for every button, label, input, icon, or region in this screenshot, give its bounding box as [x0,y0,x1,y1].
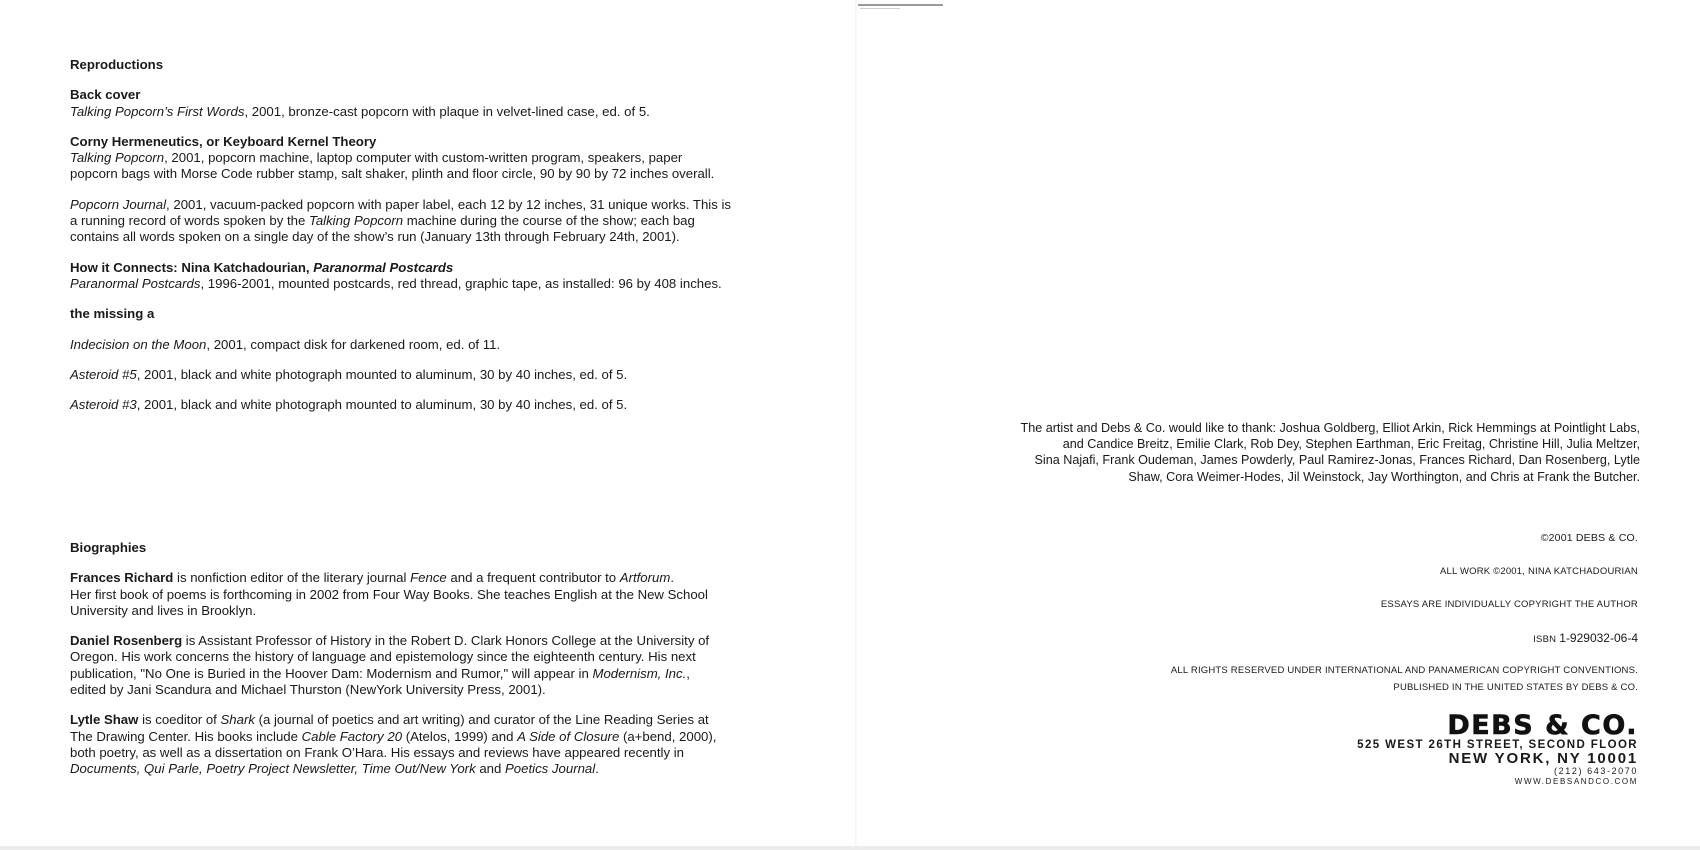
back-cover-heading: Back cover [70,87,141,103]
isbn-line [998,631,1638,645]
publisher-logo [1357,710,1638,787]
acknowledgments-line: The artist and Debs & Co. would like to thank: Joshua Goldberg, Elliot Arkin, Rick Hemmings at Pointlight Labs, [1020,421,1640,435]
bio-name: Frances Richard [70,570,174,586]
bio-italic: Artforum [619,570,671,586]
bio-text: is Assistant Professor of History in the Robert D. Clark Honors College at the University of [182,633,710,649]
isbn-label: ISBN [1533,634,1557,645]
work-details: , 1996-2001, mounted postcards, red thread, graphic tape, as installed: 96 by 408 inches. [200,275,722,291]
acknowledgments [930,420,1640,485]
bio-daniel-rosenberg [70,633,790,698]
work-details: , 2001, popcorn machine, laptop computer with custom-written program, speakers, paper [164,150,683,166]
work-details: , 2001, compact disk for darkened room, ed. of 11. [206,336,501,352]
bio-text: (Atelos, 1999) and [402,728,518,744]
bio-text: publication, "No One is Buried in the Hoover Dam: Modernism and Rumor," will appear in [70,665,593,681]
bio-text: is coeditor of [138,712,221,728]
back-cover-entry [70,104,805,120]
page-crease-shadow [860,8,900,9]
bio-text: and [475,761,506,777]
acknowledgments-line: Shaw, Cora Weimer-Hodes, Jil Weinstock, Jay Worthington, and Chris at Frank the Butcher. [1128,469,1640,484]
work-title: Popcorn Journal [70,196,167,212]
biographies-title: Biographies [70,540,147,555]
bio-text: Her first book of poems is forthcoming in 2002 from Four Way Books. She teaches English at the New School [70,586,708,602]
bio-italic: Poetics Journal [505,761,596,777]
bio-lytle-shaw [70,712,790,777]
bio-italic: Documents, Qui Parle, Poetry Project Newsletter, Time Out/New York [70,761,476,777]
popcorn-journal-entry [70,197,805,246]
essays-notice: ESSAYS ARE INDIVIDUALLY COPYRIGHT THE AUTHOR [1380,599,1638,610]
bio-italic: A Side of Closure [517,728,620,744]
rights-notice: ALL RIGHTS RESERVED UNDER INTERNATIONAL AND PANAMERICAN COPYRIGHT CONVENTIONS. [1170,665,1638,676]
work-details: , 2001, vacuum-packed popcorn with paper label, each 12 by 12 inches, 31 unique works. This is [166,196,732,212]
acknowledgments-line: Sina Najafi, Frank Oudeman, James Powderly, Paul Ramirez-Jonas, Frances Richard, Dan Rosenberg, Lytle [1034,453,1640,468]
work-title: Asteroid #5 [70,366,137,382]
bio-text: edited by Jani Scandura and Michael Thurston (NewYork University Press, 2001). [70,682,546,698]
bio-name: Lytle Shaw [70,712,139,728]
bio-text: University and lives in Brooklyn. [70,602,257,618]
work-title: Paranormal Postcards [70,275,201,291]
reproductions-title: Reproductions [70,57,164,72]
bio-text: . [670,570,675,586]
publisher-city: NEW YORK, NY 10001 [1448,750,1638,767]
paranormal-postcards-entry [70,276,805,292]
page-crease [858,4,943,6]
publisher-website: WWW.DEBSANDCO.COM [1514,777,1638,786]
bio-name: Daniel Rosenberg [70,633,183,649]
bio-text: , [686,665,690,681]
bio-text: . [595,761,599,777]
acknowledgments-line: and Candice Breitz, Emilie Clark, Rob Dey, Stephen Earthman, Eric Freitag, Christine Hill, Julia Meltzer, [1062,437,1640,452]
work-title: Talking Popcorn [70,150,165,166]
bio-italic: Fence [410,570,447,586]
bio-italic: Shark [220,712,255,728]
asteroid-3-entry [70,397,805,413]
work-details: popcorn bags with Morse Code rubber stamp, salt shaker, plinth and floor circle, 90 by 90 by 72 inches overall. [70,166,715,182]
bio-text: both poetry, as well as a dissertation on Frank O’Hara. His essays and reviews have appeared recently in [70,744,685,760]
work-title: Asteroid #3 [70,397,137,413]
bio-italic: Cable Factory 20 [301,728,403,744]
work-details: , 2001, bronze-cast popcorn with plaque in velvet-lined case, ed. of 5. [244,103,650,119]
missing-a-heading: the missing a [70,306,155,322]
work-title: Indecision on the Moon [70,336,207,352]
bio-frances-richard [70,570,790,619]
reproductions-section [70,57,805,413]
work-details: machine during the course of the show; each bag [403,213,695,229]
publisher-address: 525 WEST 26TH STREET, SECOND FLOOR [1357,739,1638,751]
bio-text: and a frequent contributor to [446,570,620,586]
indecision-entry [70,337,805,353]
asteroid-5-entry [70,367,805,383]
heading-italic: Paranormal Postcards [313,259,454,275]
work-title: Talking Popcorn’s First Words [70,103,245,119]
work-details: contains all words spoken on a single day of the show’s run (January 13th through February 24th, 2001). [70,229,680,245]
bio-text: Oregon. His work concerns the history of language and epistemology since the eighteenth century. His next [70,649,696,665]
page-bottom-edge [0,846,1700,850]
heading-text: How it Connects: Nina Katchadourian, [70,259,314,275]
biographies-section [70,540,790,778]
copyright-text: ©2001 DEBS & CO. [1540,532,1638,544]
isbn-number: 1-929032-06-4 [1559,631,1638,645]
copyright-notice [998,532,1638,544]
bio-italic: Modernism, Inc. [592,665,687,681]
work-details: , 2001, black and white photograph mounted to aluminum, 30 by 40 inches, ed. of 5. [136,397,628,413]
how-it-connects-heading [70,260,805,276]
publisher-phone: (212) 643-2070 [1554,766,1638,776]
publisher-notice: PUBLISHED IN THE UNITED STATES BY DEBS & CO. [1393,682,1638,693]
work-details: a running record of words spoken by the [70,213,309,229]
corny-heading: Corny Hermeneutics, or Keyboard Kernel Theory [70,133,377,149]
all-work-notice: ALL WORK ©2001, NINA KATCHADOURIAN [1439,566,1638,577]
bio-text: (a+bend, 2000), [619,728,717,744]
work-details: , 2001, black and white photograph mounted to aluminum, 30 by 40 inches, ed. of 5. [136,366,628,382]
bio-text: is nonfiction editor of the literary journal [173,570,411,586]
work-title: Talking Popcorn [308,213,404,229]
bio-text: The Drawing Center. His books include [70,728,302,744]
bio-text: (a journal of poetics and art writing) and curator of the Line Reading Series at [254,712,709,728]
publisher-name: DEBS & CO. [1447,710,1638,741]
talking-popcorn-entry [70,150,805,183]
